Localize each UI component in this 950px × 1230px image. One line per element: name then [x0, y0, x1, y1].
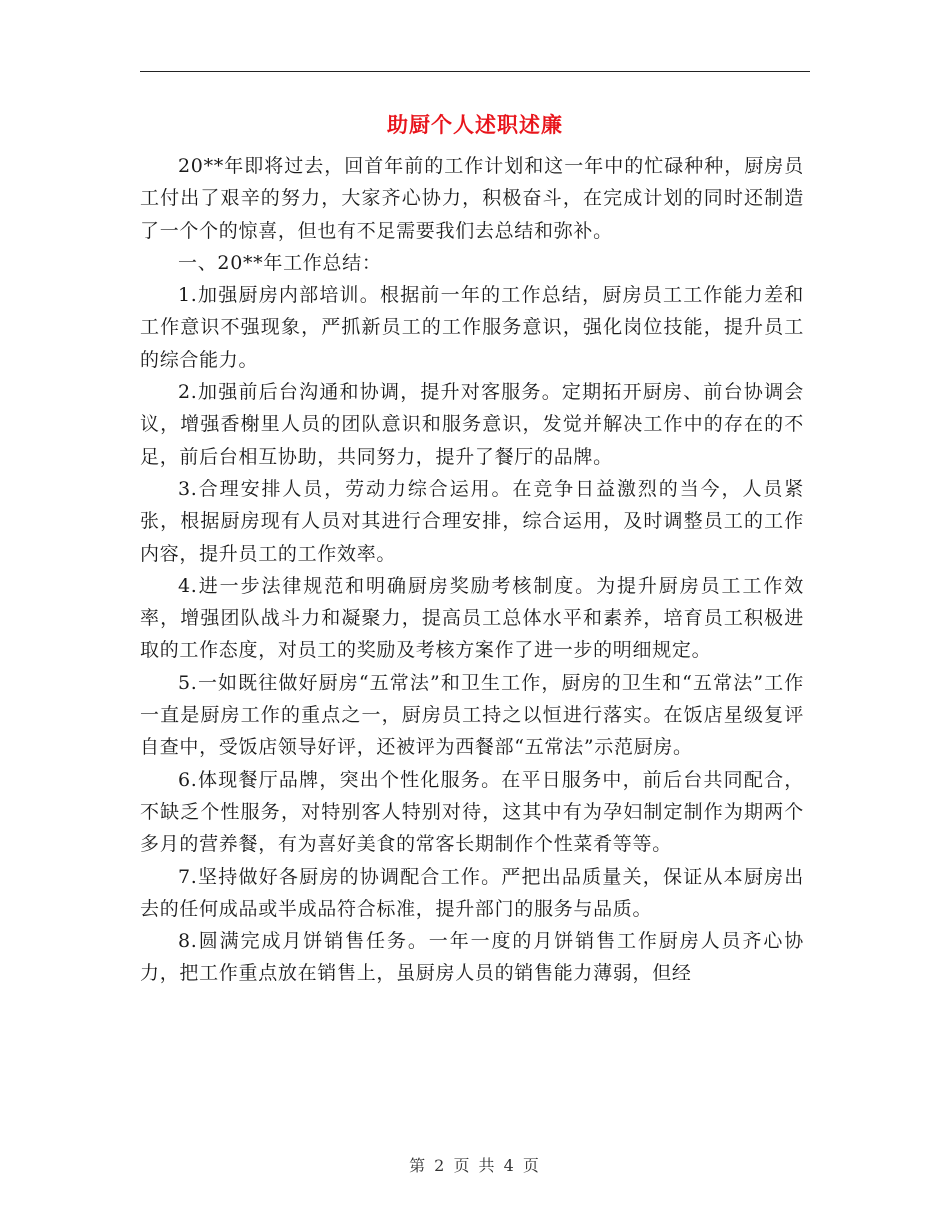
- paragraph-item-6: 6.体现餐厅品牌，突出个性化服务。在平日服务中，前后台共同配合，不缺乏个性服务，对特别客人特别对待，这其中有为孕妇制定制作为期两个多月的营养餐，有为喜好美食的常客长期制作个性菜肴等等。: [140, 768, 804, 856]
- document-body: [140, 150, 804, 990]
- paragraph-item-7: 7.坚持做好各厨房的协调配合工作。严把出品质量关，保证从本厨房出去的任何成品或半成品符合标准，提升部门的服务与品质。: [140, 865, 804, 920]
- section-heading: 一、20**年工作总结：: [178, 251, 382, 274]
- paragraph-item-1: 1.加强厨房内部培训。根据前一年的工作总结，厨房员工工作能力差和工作意识不强现象，严抓新员工的工作服务意识，强化岗位技能，提升员工的综合能力。: [140, 284, 804, 371]
- paragraph-intro: 20**年即将过去，回首年前的工作计划和这一年中的忙碌种种，厨房员工付出了艰辛的努力，大家齐心协力，积极奋斗，在完成计划的同时还制造了一个个的惊喜，但也有不足需要我们去总结和弥补。: [140, 155, 804, 242]
- document-title: 助厨个人述职述廉: [387, 112, 563, 137]
- paragraph-item-5: 5.一如既往做好厨房“五常法”和卫生工作，厨房的卫生和“五常法”工作一直是厨房工作的重点之一，厨房员工持之以恒进行落实。在饭店星级复评自查中，受饭店领导好评，还被评为西餐部“五常法”示范厨房。: [140, 671, 804, 759]
- page-number: 第 2 页 共 4 页: [409, 1156, 541, 1175]
- paragraph-item-8: 8.圆满完成月饼销售任务。一年一度的月饼销售工作厨房人员齐心协力，把工作重点放在销售上，虽厨房人员的销售能力薄弱，但经: [140, 930, 804, 985]
- paragraph-item-2: 2.加强前后台沟通和协调，提升对客服务。定期拓开厨房、前台协调会议，增强香榭里人员的团队意识和服务意识，发觉并解决工作中的存在的不足，前后台相互协助，共同努力，提升了餐厅的品牌。: [140, 381, 804, 468]
- paragraph-item-4: 4.进一步法律规范和明确厨房奖励考核制度。为提升厨房员工工作效率，增强团队战斗力和凝聚力，提高员工总体水平和素养，培育员工积极进取的工作态度，对员工的奖励及考核方案作了进一步的明细规定。: [140, 574, 804, 662]
- paragraph-item-3: 3.合理安排人员，劳动力综合运用。在竞争日益激烈的当今，人员紧张，根据厨房现有人员对其进行合理安排，综合运用，及时调整员工的工作内容，提升员工的工作效率。: [140, 477, 804, 565]
- header-rule: [140, 71, 810, 72]
